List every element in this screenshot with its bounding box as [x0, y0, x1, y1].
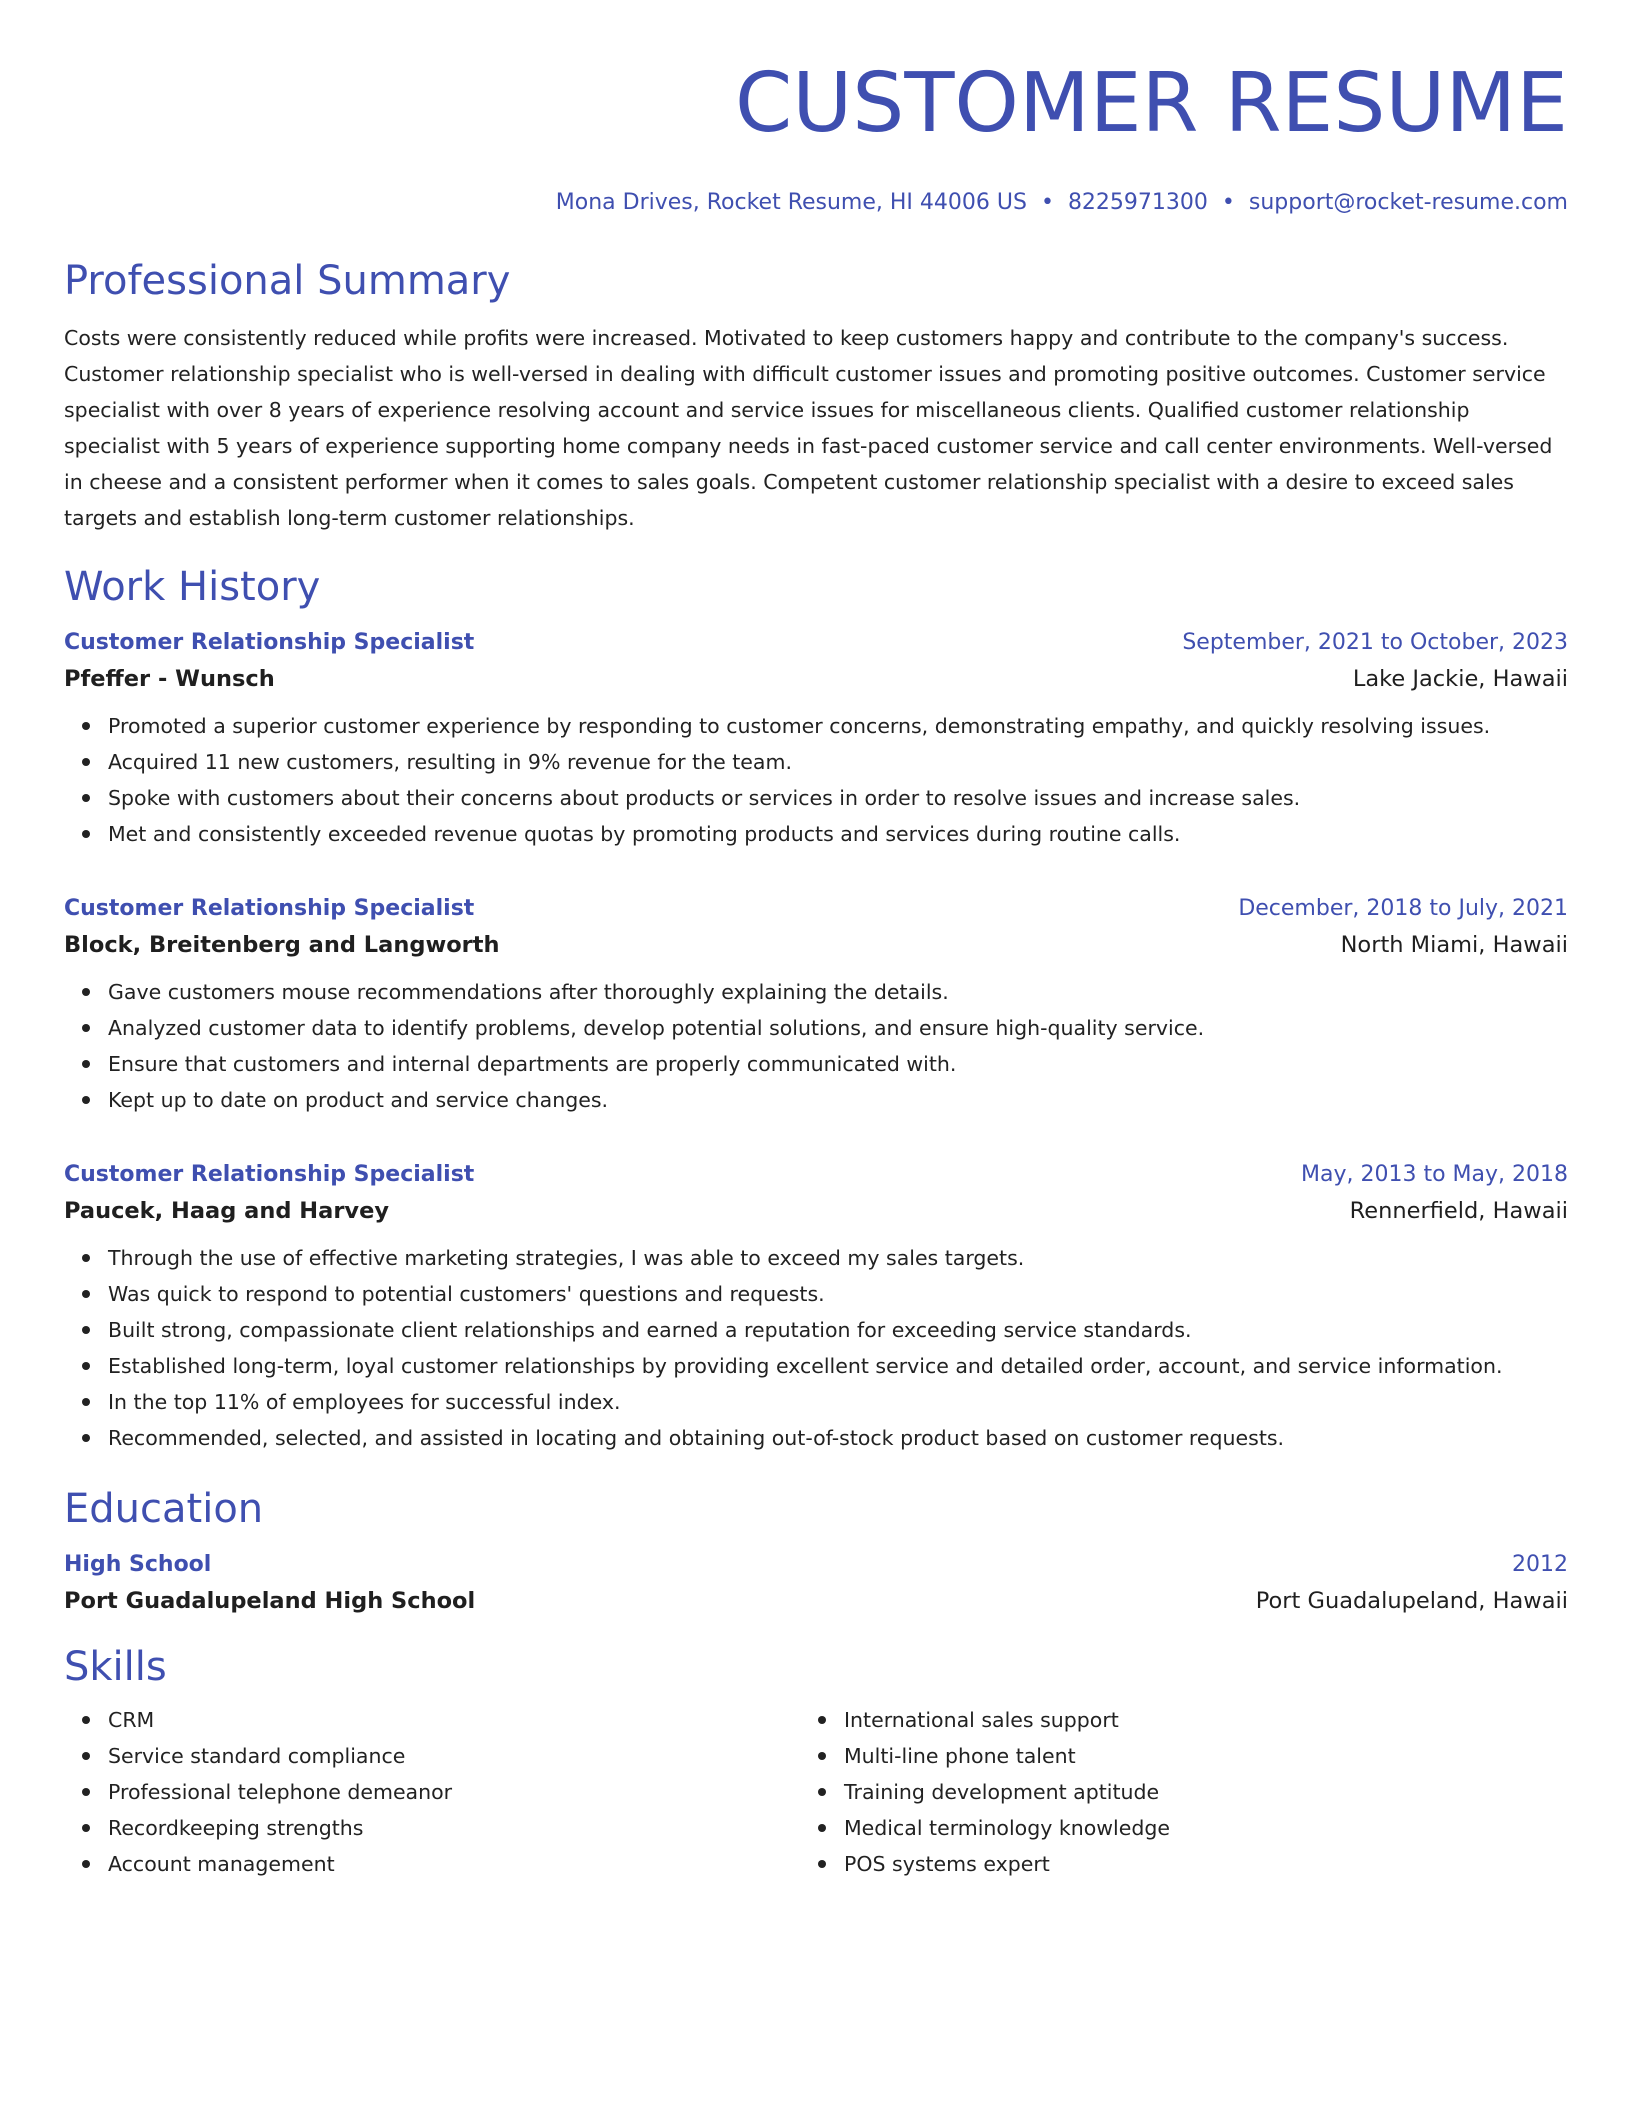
job-company-row [64, 926, 1568, 964]
education-school: Port Guadalupeland High School [64, 1588, 476, 1614]
skill-item: Multi-line phone talent [844, 1738, 1536, 1774]
contact-address: Mona Drives, Rocket Resume, HI 44006 US [555, 190, 1027, 215]
job-title: Customer Relationship Specialist [64, 896, 475, 921]
education-entry [64, 1548, 1568, 1620]
job-title: Customer Relationship Specialist [64, 1162, 475, 1187]
resume-header [64, 56, 1568, 218]
skills-column-left [64, 1702, 800, 1882]
job-title: Customer Relationship Specialist [64, 630, 475, 655]
section-title-education: Education [64, 1486, 264, 1532]
contact-line [64, 188, 1568, 218]
job-company: Pfeffer - Wunsch [64, 666, 275, 692]
job-bullet: Spoke with customers about their concerns about products or services in order to resolve issues and increase sales. [108, 780, 1568, 816]
job-bullet: Was quick to respond to potential customers' questions and requests. [108, 1276, 1568, 1312]
job-location: Lake Jackie, Hawaii [1352, 666, 1568, 692]
job-entry [64, 626, 1568, 852]
job-bullets [64, 1240, 1568, 1456]
section-title-summary: Professional Summary [64, 258, 511, 304]
skill-item: Training development aptitude [844, 1774, 1536, 1810]
education-school-row [64, 1582, 1568, 1620]
job-dates: September, 2021 to October, 2023 [1182, 630, 1568, 655]
job-bullet: Met and consistently exceeded revenue quotas by promoting products and services during routine calls. [108, 816, 1568, 852]
section-title-work-history: Work History [64, 564, 321, 610]
section-title-skills: Skills [64, 1644, 167, 1690]
job-title-row [64, 892, 1568, 926]
job-bullet: Through the use of effective marketing strategies, I was able to exceed my sales targets. [108, 1240, 1568, 1276]
job-bullet: Analyzed customer data to identify problems, develop potential solutions, and ensure high-quality service. [108, 1010, 1568, 1046]
job-dates: December, 2018 to July, 2021 [1238, 896, 1568, 921]
job-entry [64, 892, 1568, 1118]
skills-list [64, 1702, 1568, 1882]
job-company-row [64, 1192, 1568, 1230]
education-year: 2012 [1512, 1552, 1568, 1577]
summary-text: Costs were consistently reduced while profits were increased. Motivated to keep customers happy and contribute to the company's success. Customer relationship specialist who is well-versed in dealing with difficult customer issues and promoting positive outcomes. Customer service specialist with over 8 years of experience resolving account and service issues for miscellaneous clients. Qualified customer relationship specialist with 5 years of experience supporting home company needs in fast-paced customer service and call center environments. Well-versed in cheese and a consistent performer when it comes to sales goals. Competent customer relationship specialist with a desire to exceed sales targets and establish long-term customer relationships. [64, 326, 1553, 530]
contact-separator: • [1040, 190, 1054, 215]
skills-bullets [800, 1702, 1536, 1882]
skill-item: Medical terminology knowledge [844, 1810, 1536, 1846]
skills-bullets [64, 1702, 800, 1882]
skill-item: POS systems expert [844, 1846, 1536, 1882]
job-bullet: Established long-term, loyal customer relationships by providing excellent service and detailed order, account, and service information. [108, 1348, 1568, 1384]
job-bullet: Acquired 11 new customers, resulting in 9% revenue for the team. [108, 744, 1568, 780]
job-dates: May, 2013 to May, 2018 [1301, 1162, 1568, 1187]
job-company: Block, Breitenberg and Langworth [64, 932, 500, 958]
job-company: Paucek, Haag and Harvey [64, 1198, 390, 1224]
skill-item: Service standard compliance [108, 1738, 800, 1774]
job-bullet: Kept up to date on product and service changes. [108, 1082, 1568, 1118]
job-title-row [64, 626, 1568, 660]
resume-name: CUSTOMER RESUME [735, 56, 1568, 151]
education-degree: High School [64, 1552, 212, 1577]
contact-phone: 8225971300 [1067, 190, 1208, 215]
job-bullet: Promoted a superior customer experience by responding to customer concerns, demonstrating empathy, and quickly resolving issues. [108, 708, 1568, 744]
skill-item: Professional telephone demeanor [108, 1774, 800, 1810]
job-bullets [64, 708, 1568, 852]
skills-column-right [800, 1702, 1536, 1882]
job-bullets [64, 974, 1568, 1118]
contact-email: support@rocket-resume.com [1248, 190, 1568, 215]
skill-item: Recordkeeping strengths [108, 1810, 800, 1846]
contact-separator: • [1221, 190, 1235, 215]
job-title-row [64, 1158, 1568, 1192]
job-bullet: Gave customers mouse recommendations after thoroughly explaining the details. [108, 974, 1568, 1010]
job-bullet: Ensure that customers and internal departments are properly communicated with. [108, 1046, 1568, 1082]
job-location: North Miami, Hawaii [1340, 932, 1568, 958]
job-bullet: In the top 11% of employees for successful index. [108, 1384, 1568, 1420]
job-location: Rennerfield, Hawaii [1349, 1198, 1568, 1224]
job-bullet: Recommended, selected, and assisted in locating and obtaining out-of-stock product based on customer requests. [108, 1420, 1568, 1456]
education-location: Port Guadalupeland, Hawaii [1255, 1588, 1568, 1614]
skill-item: Account management [108, 1846, 800, 1882]
job-company-row [64, 660, 1568, 698]
job-bullet: Built strong, compassionate client relationships and earned a reputation for exceeding service standards. [108, 1312, 1568, 1348]
skill-item: International sales support [844, 1702, 1536, 1738]
skill-item: CRM [108, 1702, 800, 1738]
job-entry [64, 1158, 1568, 1456]
education-degree-row [64, 1548, 1568, 1582]
